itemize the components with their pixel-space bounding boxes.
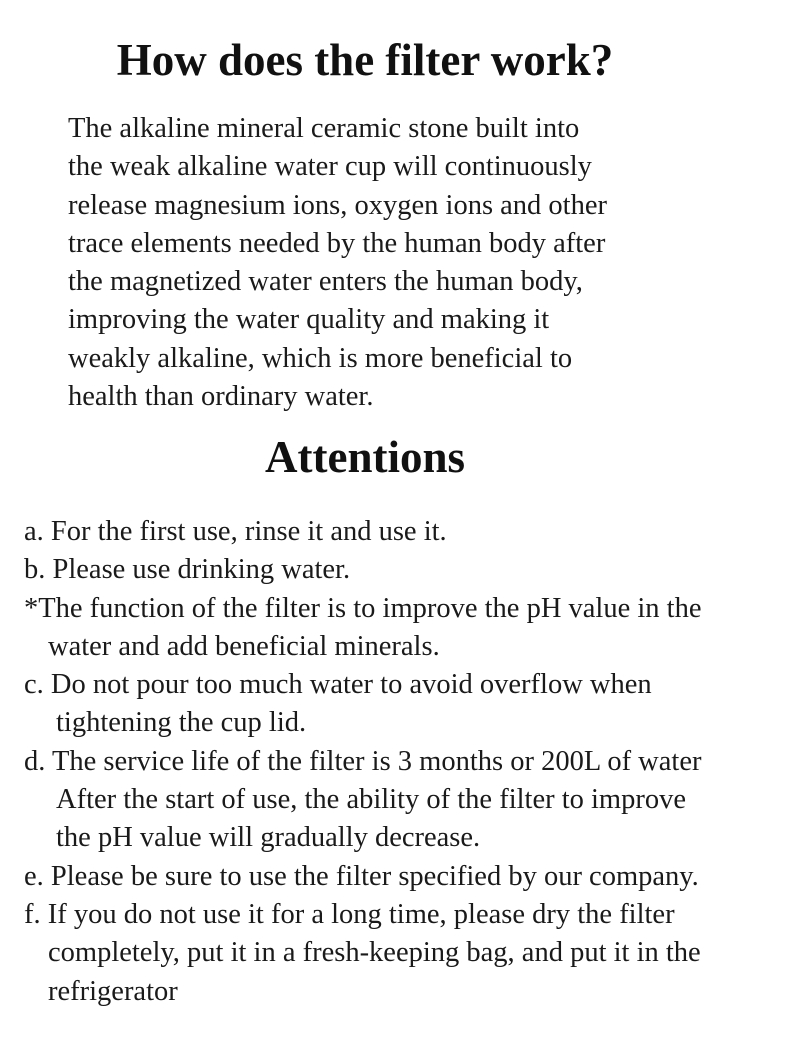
attentions-list <box>24 513 790 1011</box>
intro-line: weakly alkaline, which is more beneficial to <box>68 342 573 374</box>
page-title: How does the filter work? <box>116 35 614 85</box>
intro-paragraph <box>68 110 768 416</box>
attention-line: water and add beneficial minerals. <box>48 630 440 662</box>
intro-line: the magnetized water enters the human body, <box>68 266 583 298</box>
intro-line: The alkaline mineral ceramic stone built into <box>68 113 580 144</box>
intro-line: improving the water quality and making it <box>68 304 550 336</box>
intro-line: trace elements needed by the human body after <box>68 227 606 259</box>
attention-note <box>24 590 790 667</box>
attention-line: f. If you do not use it for a long time, please dry the filter <box>24 898 675 930</box>
intro-line: health than ordinary water. <box>68 381 374 413</box>
attention-line: c. Do not pour too much water to avoid overflow when <box>24 669 652 701</box>
attention-line: the pH value will gradually decrease. <box>56 822 481 854</box>
attention-line: completely, put it in a fresh-keeping bag, and put it in the <box>48 937 701 969</box>
intro-line: release magnesium ions, oxygen ions and other <box>68 189 607 221</box>
attention-line: b. Please use drinking water. <box>24 554 351 586</box>
attention-line: a. For the first use, rinse it and use it. <box>24 516 447 547</box>
attention-line: *The function of the filter is to improve the pH value in the <box>24 592 702 624</box>
intro-line: the weak alkaline water cup will continuously <box>68 151 592 183</box>
attention-line: After the start of use, the ability of the filter to improve <box>56 784 686 816</box>
attention-line: refrigerator <box>48 975 178 1007</box>
attention-item-c <box>24 666 790 743</box>
attention-item-f <box>24 896 790 1011</box>
attention-item-a <box>24 513 790 551</box>
attentions-heading: Attentions <box>265 432 465 482</box>
attention-item-b <box>24 551 790 589</box>
attention-item-d <box>24 743 790 858</box>
attention-line: e. Please be sure to use the filter specified by our company. <box>24 860 699 892</box>
attention-line: d. The service life of the filter is 3 months or 200L of water <box>24 745 702 777</box>
attention-item-e <box>24 858 790 896</box>
attention-line: tightening the cup lid. <box>56 707 307 739</box>
